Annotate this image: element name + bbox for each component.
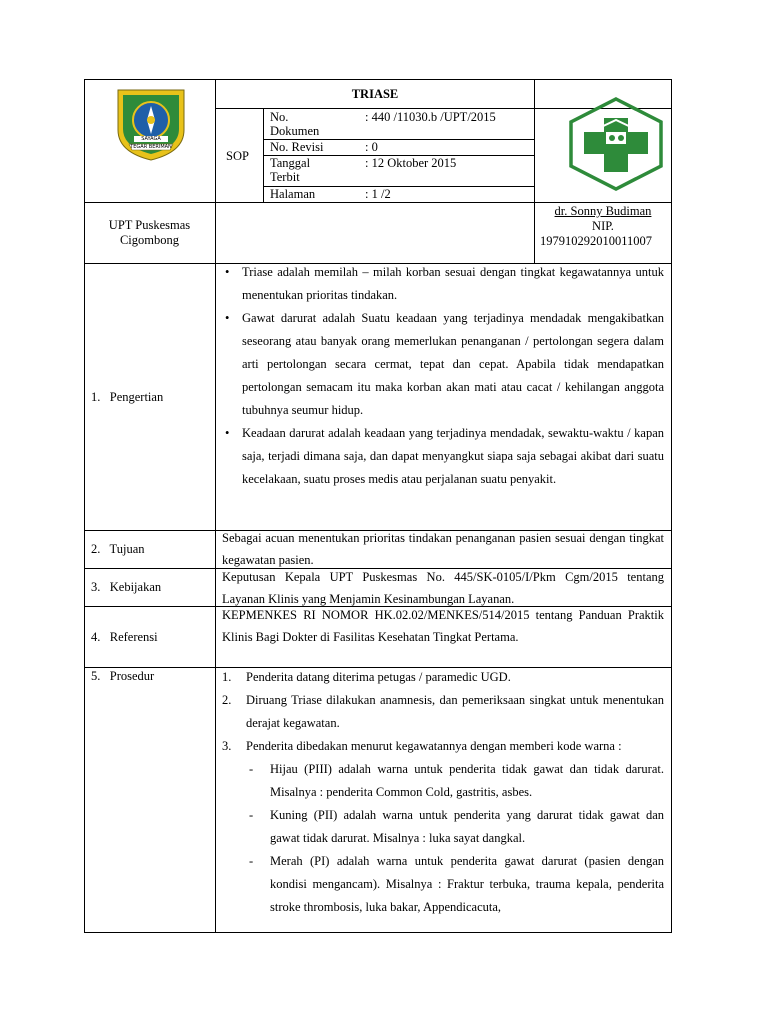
color-code-list [246,758,664,919]
table-border-top [84,79,672,80]
revision-label: No. Revisi [270,140,324,154]
referensi-text: KEPMENKES RI NOMOR HK.02.02/MENKES/514/2015 tentang Panduan Praktik Klinis Bagi Dokter di Fasilitas Kesehatan Tingkat Pertama. [222,608,664,644]
signer-nip: 197910292010011007 [540,234,653,248]
pengertian-list [222,261,664,491]
label-kebijakan: 3. Kebijakan [91,580,162,594]
table-border-left [84,79,85,933]
table-border-bottom [84,932,672,933]
puskesmas-logo [566,96,666,192]
step-text: Penderita dibedakan menurut kegawatannya dengan memberi kode warna : [246,739,622,753]
step-number: 2. [222,693,232,707]
list-item: - Kuning (PII) adalah warna untuk penderita yang darurat tidak gawat dan gawat tidak darurat. Misalnya : luka sayat dangkal. [246,804,664,850]
kebijakan-text: Keputusan Kepala UPT Puskesmas No. 445/SK-0105/I/Pkm Cgm/2015 tentang Layanan Klinis yang Menjamin Kesinambungan Layanan. [222,570,664,606]
page-value: : 1 /2 [365,187,391,201]
list-item: - Merah (PI) adalah warna untuk penderita gawat darurat (pasien dengan kondisi mengancam). Misalnya : Fraktur terbuka, trauma kepala, penderita stroke thrombosis, luka bakar, Appendicacuta, [246,850,664,919]
prosedur-list [218,666,664,919]
signer-nip-label: NIP. [592,219,614,233]
issue-date-value: : 12 Oktober 2015 [365,156,457,170]
revision-value: : 0 [365,140,378,154]
page-label: Halaman [270,187,316,201]
list-item: - Hijau (PIII) adalah warna untuk penderita tidak gawat dan tidak darurat. Misalnya : penderita Common Cold, gastritis, asbes. [246,758,664,804]
step-text: Penderita datang diterima petugas / paramedic UGD. [246,670,511,684]
divider [534,79,535,264]
label-prosedur: 5. Prosedur [91,669,155,683]
document-title: TRIASE [351,87,399,101]
issue-date-label: Tanggal Terbit [270,156,311,184]
doc-number-value: : 440 /11030.b /UPT/2015 [365,110,496,124]
tujuan-text: Sebagai acuan menentukan prioritas tindakan penanganan pasien sesuai dengan tingkat kegawatan pasien. [222,531,664,567]
list-item [218,666,664,689]
label-pengertian: 1. Pengertian [91,390,164,404]
step-text: Diruang Triase dilakukan anamnesis, dan pemeriksaan singkat untuk menentukan derajat kegawatan. [246,693,664,730]
logo-ribbon-text: SAYAGA [141,136,161,142]
sop-label: SOP [226,149,249,163]
list-item: • Gawat darurat adalah Suatu keadaan yang terjadinya mendadak mengakibatkan seseorang atau banyak orang memerlukan penanganan / pertolongan segera dalam arti pertolongan secara cermat, tepat dan cepat. Apabila tidak mendapatkan pertolongan semacam itu maka korban akan mati atau cacat / kehilangan anggota tubuhnya seumur hidup. [222,307,664,422]
divider [84,202,672,203]
divider [263,108,264,203]
list-item [218,689,664,735]
logo-motto: TEGAR BERIMAN [130,144,172,150]
label-tujuan: 2. Tujuan [91,542,145,556]
signer-name: dr. Sonny Budiman [554,204,652,218]
label-referensi: 4. Referensi [91,630,158,644]
step-number: 1. [222,670,232,684]
list-item: • Keadaan darurat adalah keadaan yang terjadinya mendadak, sewaktu-waktu / kapan saja, terjadi dimana saja, dan dapat menyangkut siapa saja sebagai akibat dari suatu kecelakaan, suatu proses medis atau perjalanan suatu penyakit. [222,422,664,491]
divider [215,79,216,933]
organization-name: UPT Puskesmas Cigombong [108,218,191,247]
regency-logo [114,86,188,162]
doc-number-label: No. Dokumen [270,110,320,138]
table-border-right [671,79,672,933]
list-item: • Triase adalah memilah – milah korban sesuai dengan tingkat kegawatannya untuk menentukan prioritas tindakan. [222,261,664,307]
step-number: 3. [222,739,232,753]
list-item [218,735,664,919]
